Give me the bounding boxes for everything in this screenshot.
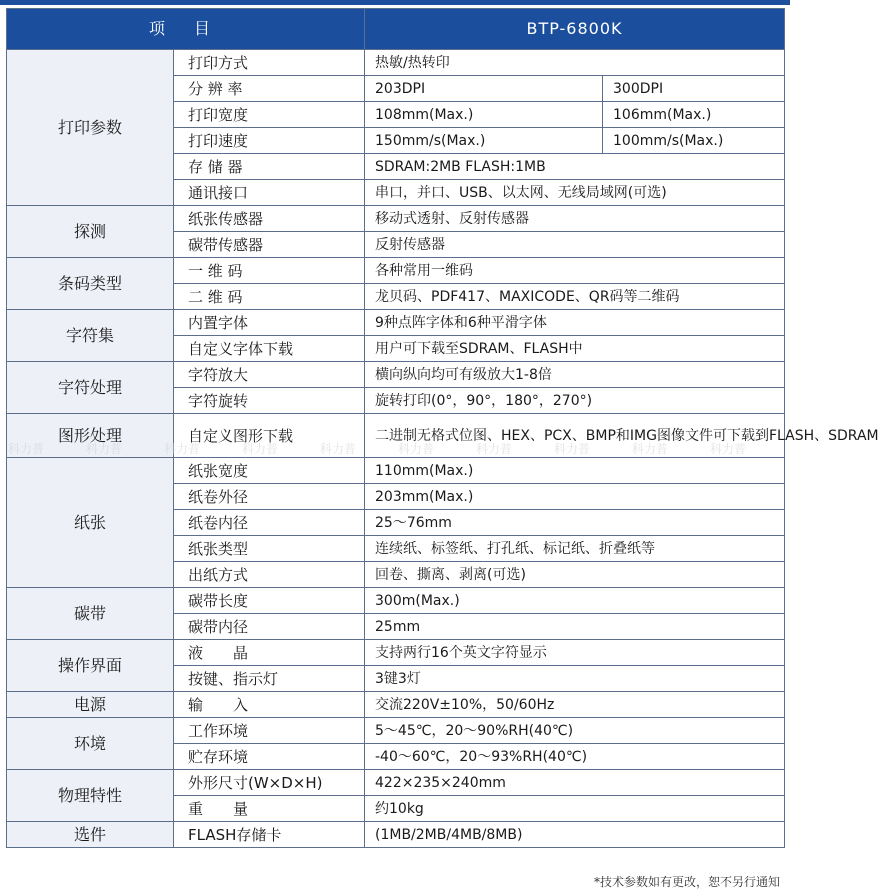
value-cell: 热敏/热转印 [365,50,785,76]
spec-table-body [7,50,879,848]
attribute-cell: 出纸方式 [174,562,365,588]
value-cell: 连续纸、标签纸、打孔纸、标记纸、折叠纸等 [365,536,785,562]
table-row [7,458,785,484]
attribute-cell: 输 入 [174,692,365,718]
value-cell: 移动式透射、反射传感器 [365,206,785,232]
value-cell: SDRAM:2MB FLASH:1MB [365,154,785,180]
watermark-logo: 科力普 [554,442,591,456]
value-cell: 龙贝码、PDF417、MAXICODE、QR码等二维码 [365,284,785,310]
value-cell-300dpi: 106mm(Max.) [603,102,785,128]
attribute-cell: 打印方式 [174,50,365,76]
value-cell: 300m(Max.) [365,588,785,614]
value-cell-300dpi: 100mm/s(Max.) [603,128,785,154]
table-row [7,310,785,336]
watermark-logo: 科力普 [320,442,357,456]
table-row [7,206,785,232]
value-cell: 各种常用一维码 [365,258,785,284]
category-cell: 图形处理 [7,414,174,458]
header-item: 项 目 [7,9,365,50]
table-row [7,258,785,284]
value-cell: -40～60℃，20～93%RH(40℃) [365,744,785,770]
attribute-cell: 碳带长度 [174,588,365,614]
category-cell: 环境 [7,718,174,770]
value-cell: 约10kg [365,796,785,822]
attribute-cell: 分 辨 率 [174,76,365,102]
attribute-cell: 纸张类型 [174,536,365,562]
table-row [7,588,785,614]
category-cell: 碳带 [7,588,174,640]
value-cell: 二进制无格式位图、HEX、PCX、BMP和IMG图像文件可下载到FLASH、SDRAM [365,414,785,458]
value-cell-203dpi: 150mm/s(Max.) [365,128,603,154]
table-row [7,770,785,796]
attribute-cell: 碳带内径 [174,614,365,640]
table-row [7,718,785,744]
table-row [7,50,785,76]
watermark-logo: 科力普 [242,442,279,456]
watermark-logo: 科力普 [632,442,669,456]
value-cell-203dpi: 108mm(Max.) [365,102,603,128]
value-cell: 支持两行16个英文字符显示 [365,640,785,666]
attribute-cell: 纸张宽度 [174,458,365,484]
attribute-cell: 内置字体 [174,310,365,336]
value-cell: 422×235×240mm [365,770,785,796]
watermark-logo: 科力普 [398,442,435,456]
attribute-cell: 贮存环境 [174,744,365,770]
value-cell: 25mm [365,614,785,640]
attribute-cell: 自定义字体下载 [174,336,365,362]
attribute-cell: 一 维 码 [174,258,365,284]
attribute-cell: FLASH存储卡 [174,822,365,848]
value-cell: 3键3灯 [365,666,785,692]
value-cell-203dpi: 203DPI [365,76,603,102]
category-cell: 字符集 [7,310,174,362]
value-cell: 110mm(Max.) [365,458,785,484]
attribute-cell: 存 储 器 [174,154,365,180]
value-cell: 用户可下载至SDRAM、FLASH中 [365,336,785,362]
attribute-cell: 纸张传感器 [174,206,365,232]
table-row [7,822,785,848]
attribute-cell: 按键、指示灯 [174,666,365,692]
table-row [7,692,785,718]
value-cell: 5～45℃，20～90%RH(40℃) [365,718,785,744]
attribute-cell: 重 量 [174,796,365,822]
watermark-logo: 科力普 [476,442,513,456]
attribute-cell: 字符放大 [174,362,365,388]
spec-table [6,8,879,848]
footnote: *技术参数如有更改，恕不另行通知 [593,875,780,889]
attribute-cell: 自定义图形下载 [174,414,365,458]
attribute-cell: 纸卷内径 [174,510,365,536]
category-cell: 纸张 [7,458,174,588]
value-cell: 横向纵向均可有级放大1-8倍 [365,362,785,388]
watermark-logo: 科力普 [164,442,201,456]
attribute-cell: 打印宽度 [174,102,365,128]
category-cell: 探测 [7,206,174,258]
attribute-cell: 二 维 码 [174,284,365,310]
table-row [7,640,785,666]
table-row [7,362,785,388]
value-cell: (1MB/2MB/4MB/8MB) [365,822,785,848]
category-cell: 字符处理 [7,362,174,414]
attribute-cell: 纸卷外径 [174,484,365,510]
value-cell: 9种点阵字体和6种平滑字体 [365,310,785,336]
attribute-cell: 工作环境 [174,718,365,744]
header-model: BTP-6800K [365,9,785,50]
top-accent-bar [0,0,790,5]
value-cell: 旋转打印(0°，90°，180°，270°) [365,388,785,414]
attribute-cell: 外形尺寸(W×D×H) [174,770,365,796]
category-cell: 打印参数 [7,50,174,206]
value-cell: 203mm(Max.) [365,484,785,510]
watermark-logo: 科力普 [86,442,123,456]
value-cell: 反射传感器 [365,232,785,258]
value-cell: 串口，并口、USB、以太网、无线局域网(可选) [365,180,785,206]
value-cell: 25～76mm [365,510,785,536]
value-cell: 回卷、撕离、剥离(可选) [365,562,785,588]
attribute-cell: 打印速度 [174,128,365,154]
watermark-logo: 科力普 [8,442,45,456]
category-cell: 电源 [7,692,174,718]
value-cell: 交流220V±10%，50/60Hz [365,692,785,718]
attribute-cell: 字符旋转 [174,388,365,414]
table-header-row [7,9,785,50]
table-row [7,414,785,458]
watermark-logo: 科力普 [710,442,747,456]
attribute-cell: 碳带传感器 [174,232,365,258]
attribute-cell: 液 晶 [174,640,365,666]
category-cell: 选件 [7,822,174,848]
attribute-cell: 通讯接口 [174,180,365,206]
category-cell: 物理特性 [7,770,174,822]
category-cell: 操作界面 [7,640,174,692]
category-cell: 条码类型 [7,258,174,310]
value-cell-300dpi: 300DPI [603,76,785,102]
